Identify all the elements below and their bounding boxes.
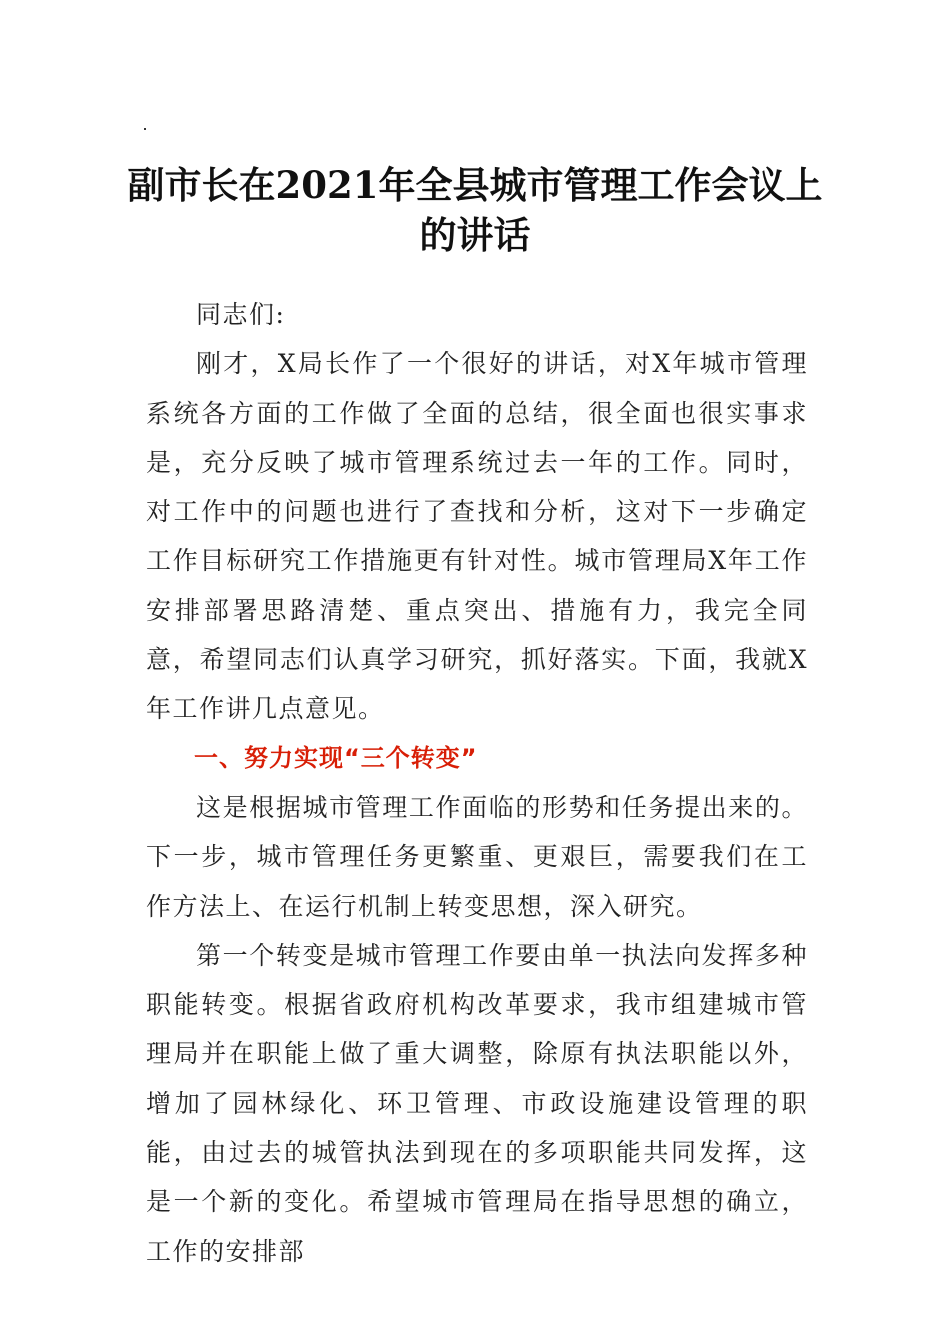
salutation: 同志们: [196,300,286,329]
paragraph-context: 这是根据城市管理工作面临的形势和任务提出来的。下一步，城市管理任务更繁重、更艰巨，需要我们在工作方法上、在运行机制上转变思想，深入研究。 [146,792,808,921]
title-line-1: 副市长在2021年全县城市管理工作会议上 [127,163,823,207]
document-title [100,160,850,260]
document-body [146,290,808,1276]
paragraph-first-transformation: 第一个转变是城市管理工作要由单一执法向发挥多种职能转变。根据省政府机构改革要求，我市组建城市管理局并在职能上做了重大调整，除原有执法职能以外，增加了园林绿化、环卫管理、市政设施建设管理的职能，由过去的城管执法到现在的多项职能共同发挥，这是一个新的变化。希望城市管理局在指导思想的确立，工作的安排部 [146,940,808,1266]
title-line-2: 的讲话 [419,213,531,257]
paragraph-intro: 刚才，X局长作了一个很好的讲话，对X年城市管理系统各方面的工作做了全面的总结，很全面也很实事求是，充分反映了城市管理系统过去一年的工作。同时，对工作中的问题也进行了查找和分析，这对下一步确定工作目标研究工作措施更有针对性。城市管理局X年工作安排部署思路清楚、重点突出、措施有力，我完全同意，希望同志们认真学习研究，抓好落实。下面，我就X年工作讲几点意见。 [146,349,808,724]
page-mark [144,128,146,130]
section-heading: 一、努力实现“三个转变” [194,743,478,772]
